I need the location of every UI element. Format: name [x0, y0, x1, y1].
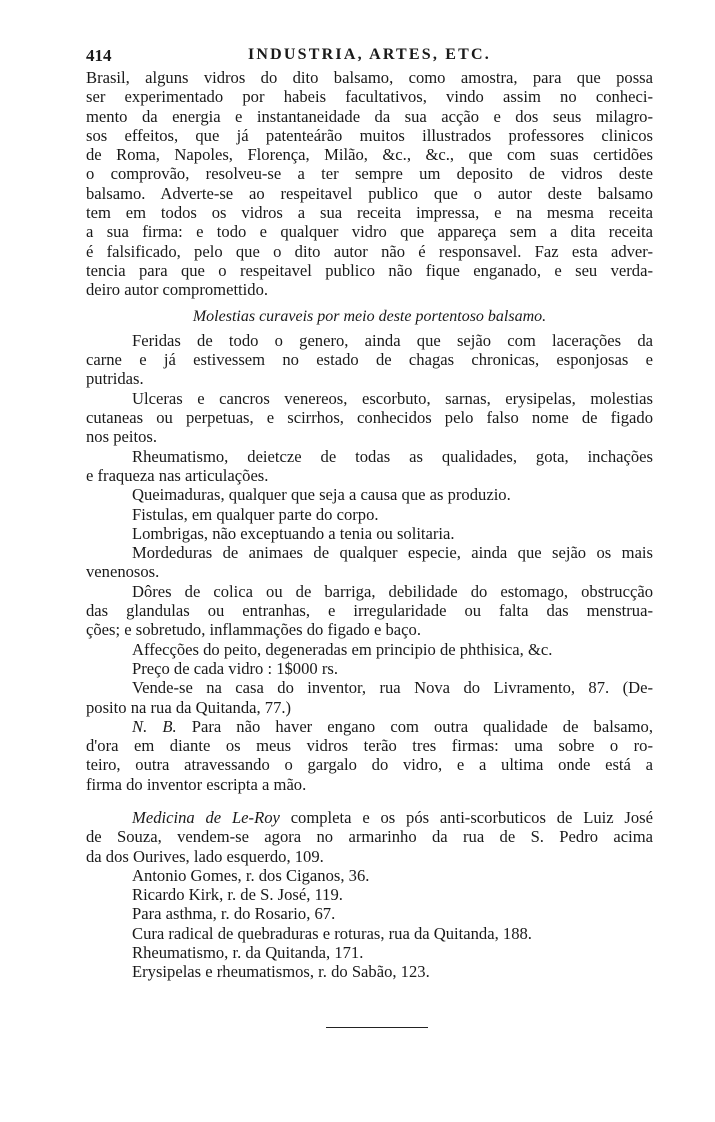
ailment-line: e fraqueza nas articulações. [86, 465, 269, 485]
text-line: tencia para que o respeitavel publico não fique enganado, e seu verda- [86, 260, 653, 280]
ailment-line: Rheumatismo, deietcze de todas as qualidades, gota, inchações [132, 446, 653, 466]
address-line: Cura radical de quebraduras e roturas, rua da Quitanda, 188. [132, 923, 532, 943]
text-line: tem em todos os vidros a sua receita impressa, e na mesma receita [86, 203, 653, 223]
section-subheading: Molestias curaveis por meio deste portentoso balsamo. [192, 307, 547, 325]
leroy-title: Medicina de Le-Roy [132, 807, 280, 827]
book-page [86, 46, 653, 982]
nb-line: teiro, outra atravessando o gargalo do vidro, e a ultima onde está a [86, 755, 653, 775]
nb-label: N. B. [132, 716, 177, 736]
ailment-line: cutaneas ou perpetuas, e scirrhos, conhecidos pelo falso nome de figado [86, 408, 653, 428]
ailment-line: Affecções do peito, degeneradas em principio de phthisica, &c. [132, 639, 553, 659]
address-line: Rheumatismo, r. da Quitanda, 171. [132, 943, 364, 963]
text-line: Brasil, alguns vidros do dito balsamo, como amostra, para que possa [86, 68, 653, 87]
address-line: Ricardo Kirk, r. de S. José, 119. [132, 885, 343, 905]
leroy-paragraph [86, 808, 653, 982]
ailment-line: putridas. [86, 369, 144, 389]
closing-rule [326, 1027, 428, 1028]
ailment-line: ções; e sobretudo, inflammações do figado e baço. [86, 620, 421, 640]
address-line: Para asthma, r. do Rosario, 67. [132, 904, 336, 924]
nb-line: firma do inventor escripta a mão. [86, 774, 307, 794]
ailment-line: Lombrigas, não exceptuando a tenia ou solitaria. [132, 523, 455, 543]
ailment-line: Dôres de colica ou de barriga, debilidade do estomago, obstrucção [132, 581, 653, 601]
ailment-line: carne e já estivessem no estado de chagas chronicas, esponjosas e [86, 350, 653, 370]
text-line: é falsificado, pelo que o dito autor não é responsavel. Faz esta adver- [86, 241, 653, 261]
ailment-line: Mordeduras de animaes de qualquer especie, ainda que sejão os mais [132, 543, 653, 563]
ailment-line: Feridas de todo o genero, ainda que sejão com lacerações da [132, 330, 653, 350]
ailment-line: Ulceras e cancros venereos, escorbuto, sarnas, erysipelas, molestias [132, 388, 653, 408]
ailment-line: venenosos. [86, 562, 160, 582]
ailment-line: Fistulas, em qualquer parte do corpo. [132, 504, 379, 524]
text-line: a sua firma: e todo e qualquer vidro que appareça sem a dita receita [86, 222, 653, 242]
sale-line: posito na rua da Quitanda, 77.) [86, 697, 292, 717]
sale-line: Vende-se na casa do inventor, rua Nova do Livramento, 87. (De- [132, 678, 653, 698]
intro-paragraph [86, 68, 653, 300]
text-line: sos effeitos, que já patenteárão muitos illustrados professores clinicos [86, 125, 653, 145]
price-line: Preço de cada vidro : 1$000 rs. [132, 658, 338, 678]
nb-line: N. B. Para não haver engano com outra qualidade de balsamo, [132, 716, 653, 736]
text-line: de Roma, Napoles, Florença, Milão, &c., &c., que com suas certidões [86, 145, 653, 165]
text-line: ser experimentado por habeis facultativos, vindo assim no conheci- [86, 87, 653, 107]
address-line: Erysipelas e rheumatismos, r. do Sabão, 123. [132, 962, 430, 982]
text-line: deiro autor compromettido. [86, 280, 269, 300]
leroy-line: de Souza, vendem-se agora no armarinho da rua de S. Pedro acima [86, 827, 653, 847]
leroy-line: Medicina de Le-Roy completa e os pós anti-scorbuticos de Luiz José [132, 807, 653, 827]
text-line: mento da energia e instantaneidade da sua acção e dos seus milagro- [86, 106, 653, 126]
ailment-line: das glandulas ou entranhas, e irregularidade ou falta das menstrua- [86, 601, 653, 621]
running-title: INDUSTRIA, ARTES, ETC. [247, 46, 491, 63]
nb-line: d'ora em diante os meus vidros terão tres firmas: uma sobre o ro- [86, 736, 653, 756]
page-header [86, 46, 653, 68]
ailments-list [86, 331, 653, 794]
ailment-line: nos peitos. [86, 427, 157, 447]
ailment-line: Queimaduras, qualquer que seja a causa que as produzio. [132, 485, 511, 505]
text-line: balsamo. Adverte-se ao respeitavel publico que o autor deste balsamo [86, 183, 653, 203]
text-line: o comprovão, resolveu-se a ter sempre um deposito de vidros deste [86, 164, 653, 184]
address-line: Antonio Gomes, r. dos Ciganos, 36. [132, 865, 370, 885]
page-number: 414 [86, 46, 112, 65]
leroy-line: da dos Ourives, lado esquerdo, 109. [86, 846, 324, 866]
